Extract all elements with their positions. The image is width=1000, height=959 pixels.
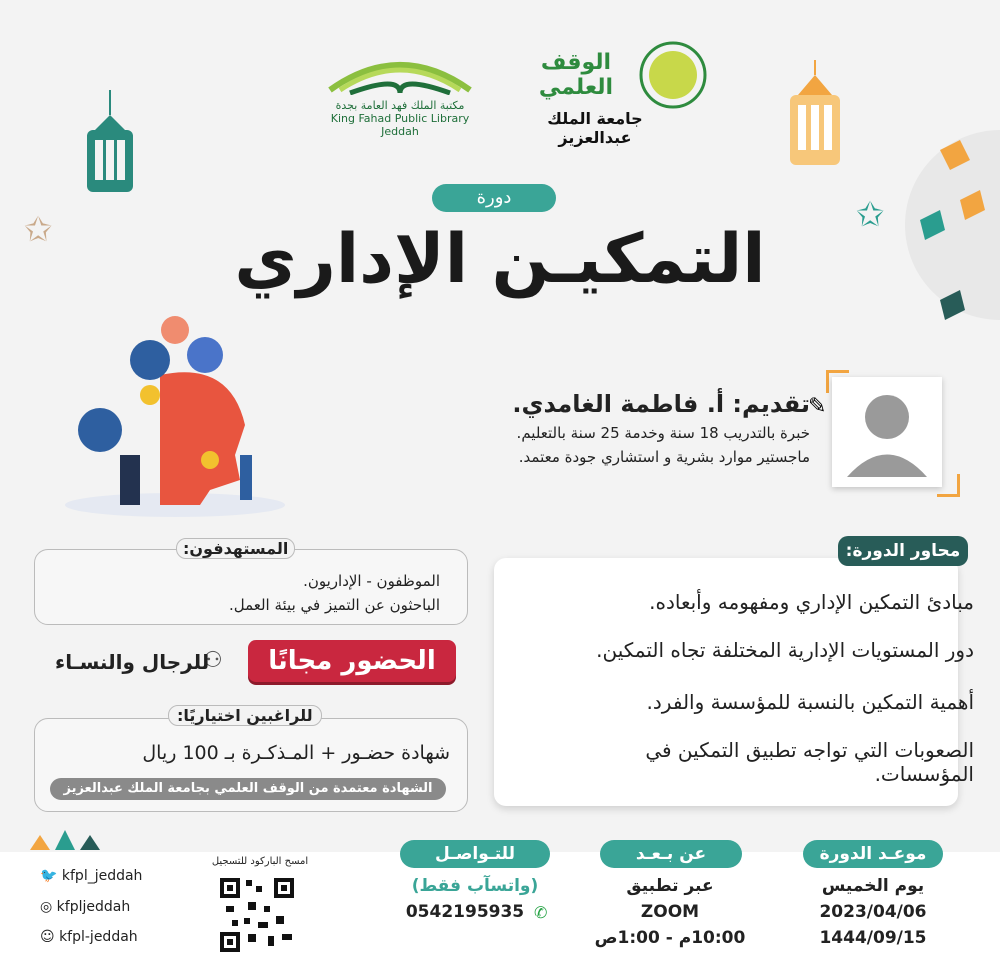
lantern-right-icon [780,60,850,180]
optional-title: للراغبين اختياريًا: [168,705,322,726]
free-attendance-badge: الحضور مجانًا [248,640,456,682]
axis-item: أهمية التمكين بالنسبة للمؤسسة والفرد. [646,690,974,714]
qr-label: امسح الباركود للتسجيل [211,856,309,867]
presenter-line: خبرة بالتدريب 18 سنة وخدمة 25 سنة بالتعليم. [516,424,810,442]
presenter-line: ماجستير موارد بشرية و استشاري جودة معتمد. [518,448,810,466]
library-name-en: King Fahad Public Library Jeddah [330,112,470,138]
remote-pill: عن بـعـد [600,840,742,868]
snapchat-icon: ☺ [40,929,55,945]
head-illustration [60,305,290,520]
axis-item: دور المستويات الإدارية المختلفة تجاه التمكين. [596,638,974,662]
date-hijri: 1444/09/15 [819,928,927,948]
twitter-handle[interactable] [40,868,142,884]
day: يوم الخميس [821,876,925,896]
course-pill: دورة [432,184,556,212]
avatar [832,377,942,487]
app-line: عبر تطبيق [626,876,714,896]
certificate-line: شهادة حضـور + المـذكـرة بـ 100 ريال [142,742,450,764]
phone-number[interactable]: 0542195935 [405,902,525,922]
contact-pill: للتـواصـل [400,840,550,868]
instagram-icon: ◎ [40,899,53,915]
library-name-ar: مكتبة الملك فهد العامة بجدة [335,99,465,112]
instagram-handle[interactable] [40,899,130,915]
waqf-name: الوقف العلمي [538,50,614,100]
university-name: جامعة الملك عبدالعزيز [547,109,643,147]
presenter-pen-icon: ✎ [808,394,827,419]
target-item: الموظفون - الإداريون. [303,572,440,590]
app-name: ZOOM [640,902,700,922]
date-pill: موعـد الدورة [803,840,943,868]
geometric-pattern-icon [900,110,1000,340]
waqf-emblem-icon [638,40,708,110]
star-right-icon: ✩ [856,195,885,235]
presenter-name: تقديم: أ. فاطمة الغامدي. [512,390,810,418]
pattern-bottom-left-icon [20,815,110,855]
whatsapp-icon: ✆ [534,903,548,922]
presenter-block [380,390,810,466]
target-item: الباحثون عن التميز في بيئة العمل. [228,596,440,614]
twitter-icon: 🐦 [40,868,58,884]
people-icon: ⚇ [203,648,223,673]
library-logo [320,35,480,138]
social-label: kfpljeddah [56,899,131,915]
whatsapp-note: (واتسآب فقط) [411,876,539,896]
certificate-note: الشهادة معتمدة من الوقف العلمي بجامعة الملك عبدالعزيز [50,778,446,800]
snapchat-handle[interactable] [40,929,138,945]
date-gregorian: 2023/04/06 [819,902,927,922]
person-placeholder-icon [832,377,942,487]
lantern-left-icon [75,90,145,210]
social-label: kfpl-jeddah [59,929,138,945]
axis-item: الصعوبات التي تواجه تطبيق التمكين في المؤسسات. [645,738,974,786]
waqf-logo [520,35,710,147]
social-label: kfpl_jeddah [61,868,143,884]
axis-item: مبادئ التمكين الإداري ومفهومه وأبعاده. [649,590,974,614]
targets-title: المستهدفون: [176,538,295,559]
course-title: التمكيـن الإداري [234,220,766,299]
star-left-icon: ✩ [24,210,53,250]
audience-label: للرجال والنسـاء [55,650,210,674]
qr-code[interactable] [218,876,296,954]
axes-title: محاور الدورة: [838,536,968,566]
time-range: 10:00م - 1:00ص [594,928,746,948]
book-icon [320,35,480,95]
